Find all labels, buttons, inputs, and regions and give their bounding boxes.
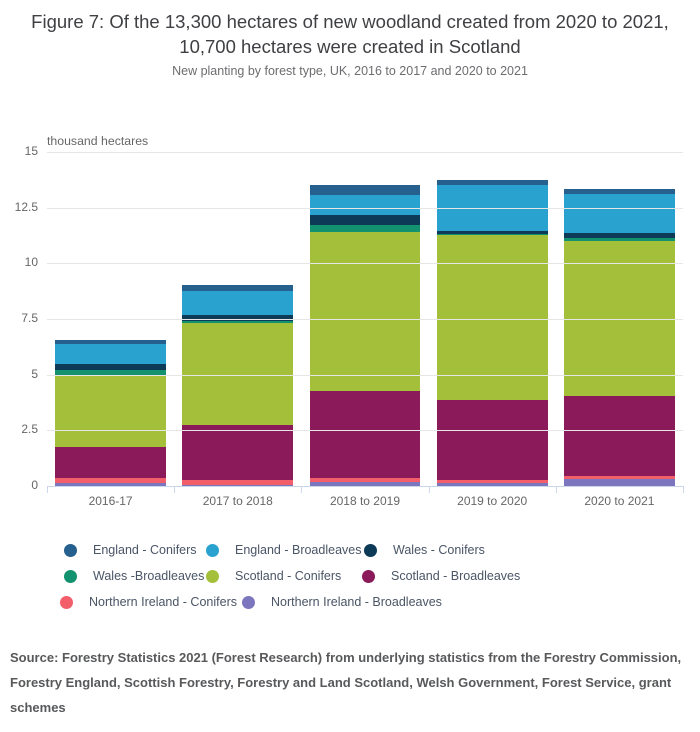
gridline-12.5 bbox=[47, 208, 683, 209]
x-tick-label-2018-to-2019: 2018 to 2019 bbox=[329, 494, 401, 508]
legend-label-scotland-broadleaves: Scotland - Broadleaves bbox=[391, 569, 521, 583]
x-axis-tick bbox=[47, 486, 48, 493]
gridline-5 bbox=[47, 375, 683, 376]
plot-area bbox=[47, 152, 683, 486]
bar-segment-scotland-conifers[interactable] bbox=[310, 232, 421, 391]
bar-2019-to-2020 bbox=[437, 180, 548, 486]
legend-dot-northern-ireland-broadleaves bbox=[242, 596, 255, 609]
legend-dot-scotland-broadleaves bbox=[362, 570, 375, 583]
bar-segment-england-broadleaves[interactable] bbox=[310, 195, 421, 215]
legend-dot-wales-broadleaves bbox=[64, 570, 77, 583]
legend-dot-scotland-conifers bbox=[206, 570, 219, 583]
legend-dot-northern-ireland-conifers bbox=[60, 596, 73, 609]
bar-2016-17 bbox=[55, 340, 166, 486]
bar-segment-england-broadleaves[interactable] bbox=[55, 344, 166, 364]
y-tick-label-15: 15 bbox=[24, 144, 38, 158]
y-tick-label-10: 10 bbox=[24, 255, 38, 270]
chart-title: Figure 7: Of the 13,300 hectares of new woodland created from 2020 to 2021, 10,700 hectares were created in Scotland bbox=[31, 11, 669, 57]
legend-label-england-broadleaves: England - Broadleaves bbox=[235, 543, 362, 557]
legend-dot-england-broadleaves bbox=[206, 544, 219, 557]
x-tick-label-2020-to-2021: 2020 to 2021 bbox=[584, 494, 655, 508]
y-axis-title: thousand hectares bbox=[47, 134, 149, 148]
y-tick-label-5: 5 bbox=[31, 366, 38, 381]
bar-segment-scotland-broadleaves[interactable] bbox=[182, 425, 293, 480]
bar-segment-scotland-broadleaves[interactable] bbox=[310, 391, 421, 478]
bar-segment-wales-conifers[interactable] bbox=[310, 215, 421, 225]
x-tick-label-2017-to-2018: 2017 to 2018 bbox=[202, 494, 273, 508]
gridline-7.5 bbox=[47, 319, 683, 320]
legend-label-wales-conifers: Wales - Conifers bbox=[393, 543, 485, 557]
legend-label-england-conifers: England - Conifers bbox=[93, 543, 197, 557]
legend-label-wales-broadleaves: Wales -Broadleaves bbox=[93, 569, 205, 583]
x-tick-label-2019-to-2020: 2019 to 2020 bbox=[457, 494, 528, 508]
bar-segment-scotland-broadleaves[interactable] bbox=[437, 400, 548, 480]
bar-segment-england-broadleaves[interactable] bbox=[182, 291, 293, 315]
bar-segment-scotland-broadleaves[interactable] bbox=[564, 396, 675, 476]
legend-label-scotland-conifers: Scotland - Conifers bbox=[235, 569, 342, 583]
legend-item-england-conifers[interactable] bbox=[64, 543, 197, 557]
x-axis-line bbox=[47, 486, 683, 487]
chart-area bbox=[0, 130, 700, 525]
x-axis-tick bbox=[429, 486, 430, 493]
bar-segment-scotland-broadleaves[interactable] bbox=[55, 447, 166, 478]
bar-2018-to-2019 bbox=[310, 185, 421, 486]
x-axis-tick bbox=[174, 486, 175, 493]
y-tick-label-7.5: 7.5 bbox=[21, 311, 38, 325]
bar-segment-england-conifers[interactable] bbox=[310, 185, 421, 195]
y-tick-label-12.5: 12.5 bbox=[14, 199, 38, 214]
bar-segment-wales-broadleaves[interactable] bbox=[310, 225, 421, 232]
legend-item-scotland-broadleaves[interactable] bbox=[362, 569, 520, 583]
bar-segment-england-broadleaves[interactable] bbox=[564, 194, 675, 233]
legend-dot-wales-conifers bbox=[364, 544, 377, 557]
legend-label-northern-ireland-broadleaves: Northern Ireland - Broadleaves bbox=[271, 595, 442, 609]
legend-item-england-broadleaves[interactable] bbox=[206, 543, 361, 557]
x-tick-label-2016-17: 2016-17 bbox=[88, 494, 133, 508]
x-axis-tick bbox=[301, 486, 302, 493]
gridline-15 bbox=[47, 152, 683, 153]
legend-item-scotland-conifers[interactable] bbox=[206, 569, 341, 583]
bar-2017-to-2018 bbox=[182, 285, 293, 486]
legend-dot-england-conifers bbox=[64, 544, 77, 557]
legend-label-northern-ireland-conifers: Northern Ireland - Conifers bbox=[89, 595, 237, 609]
bar-segment-northern-ireland-broadleaves[interactable] bbox=[564, 479, 675, 486]
legend-item-wales-conifers[interactable] bbox=[364, 543, 485, 557]
legend-item-northern-ireland-conifers[interactable] bbox=[60, 595, 237, 609]
source-note: Source: Forestry Statistics 2021 (Forest Research) from underlying statistics from the Forestry Commission, Forestry England, Scottish Forestry, Forestry and Land Scotland, Welsh Government, Forest Service, grant schemes bbox=[10, 650, 682, 715]
y-tick-label-2.5: 2.5 bbox=[21, 422, 38, 437]
x-axis-tick bbox=[556, 486, 557, 493]
bar-2020-to-2021 bbox=[564, 189, 675, 486]
x-axis-tick bbox=[683, 486, 684, 493]
gridline-10 bbox=[47, 263, 683, 264]
bar-segment-scotland-conifers[interactable] bbox=[55, 376, 166, 447]
gridline-2.5 bbox=[47, 430, 683, 431]
y-tick-label-0: 0 bbox=[31, 478, 38, 492]
legend bbox=[0, 530, 700, 615]
chart-subtitle: New planting by forest type, UK, 2016 to 2017 and 2020 to 2021 bbox=[172, 64, 528, 78]
legend-item-wales-broadleaves[interactable] bbox=[64, 569, 204, 583]
legend-item-northern-ireland-broadleaves[interactable] bbox=[242, 595, 442, 609]
